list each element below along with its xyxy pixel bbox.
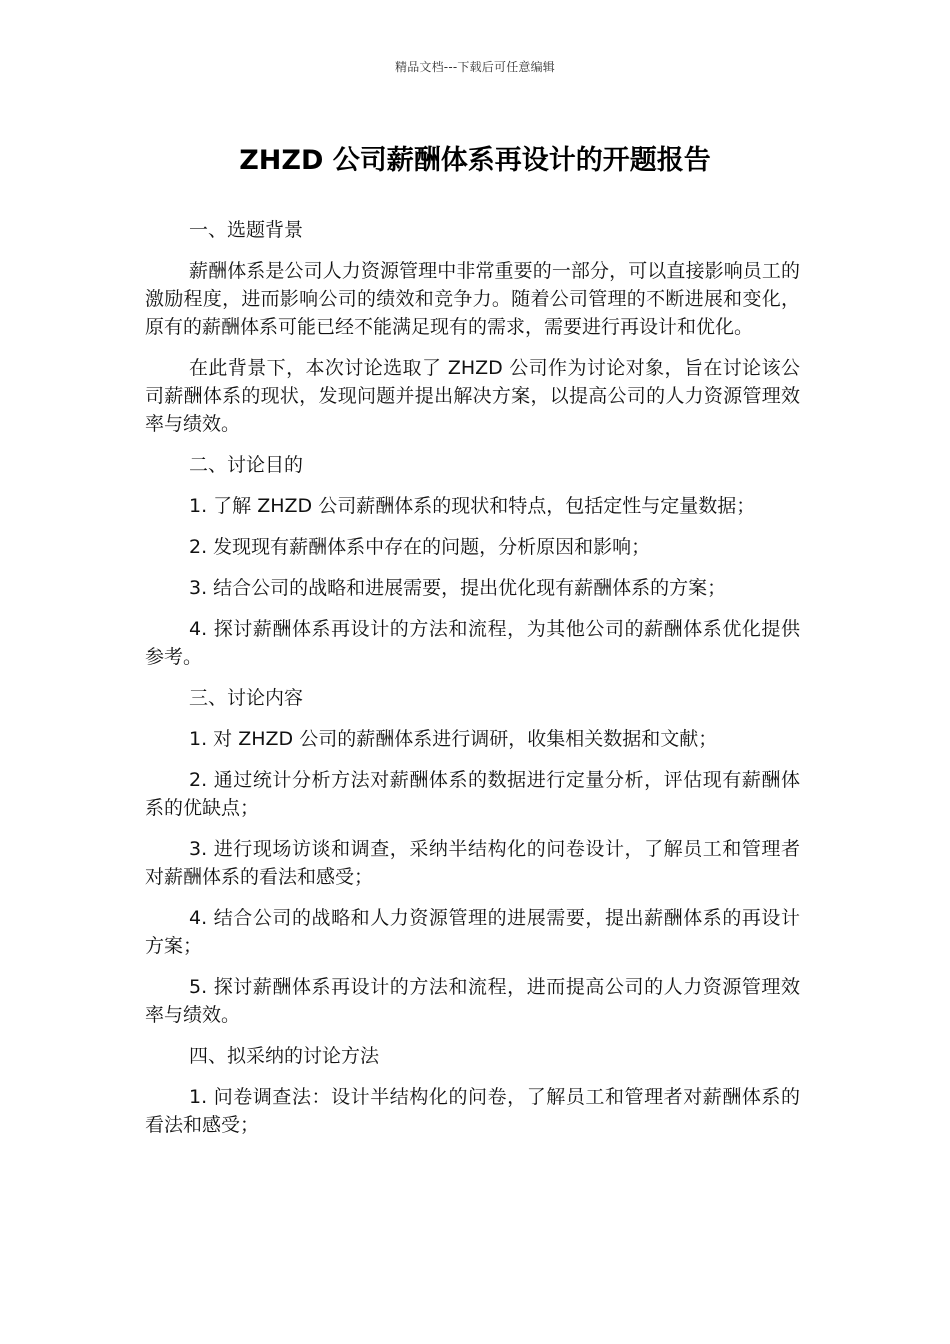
section-heading-content: 三、讨论内容	[189, 687, 304, 709]
background-paragraph: 薪酬体系是公司人力资源管理中非常重要的一部分，可以直接影响员工的激励程度，进而影响公司的绩效和竞争力。随着公司管理的不断进展和变化，原有的薪酬体系可能已经不能满足现有的需求，需要进行再设计和优化。	[145, 260, 800, 338]
objective-item: 2. 发现现有薪酬体系中存在的问题，分析原因和影响；	[189, 536, 651, 558]
objective-item: 4. 探讨薪酬体系再设计的方法和流程，为其他公司的薪酬体系优化提供参考。	[145, 618, 800, 668]
content-item: 1. 对 ZHZD 公司的薪酬体系进行调研，收集相关数据和文献；	[189, 728, 718, 750]
section-heading-methods: 四、拟采纳的讨论方法	[189, 1045, 380, 1067]
content-item: 5. 探讨薪酬体系再设计的方法和流程，进而提高公司的人力资源管理效率与绩效。	[145, 976, 800, 1026]
document-title: ZHZD 公司薪酬体系再设计的开题报告	[239, 145, 711, 176]
section-heading-background: 一、选题背景	[189, 219, 304, 241]
objective-item: 1. 了解 ZHZD 公司薪酬体系的现状和特点，包括定性与定量数据；	[189, 495, 756, 517]
content-item: 2. 通过统计分析方法对薪酬体系的数据进行定量分析，评估现有薪酬体系的优缺点；	[145, 769, 800, 819]
objective-item: 3. 结合公司的战略和进展需要，提出优化现有薪酬体系的方案；	[189, 577, 727, 599]
section-heading-objectives: 二、讨论目的	[189, 454, 304, 476]
document-body	[145, 216, 800, 1152]
background-paragraph: 在此背景下，本次讨论选取了 ZHZD 公司作为讨论对象，旨在讨论该公司薪酬体系的现状，发现问题并提出解决方案，以提高公司的人力资源管理效率与绩效。	[145, 357, 800, 435]
content-item: 4. 结合公司的战略和人力资源管理的进展需要，提出薪酬体系的再设计方案；	[145, 907, 800, 957]
method-item: 1. 问卷调查法：设计半结构化的问卷，了解员工和管理者对薪酬体系的看法和感受；	[145, 1086, 800, 1136]
header-note: 精品文档---下载后可任意编辑	[395, 60, 555, 74]
content-item: 3. 进行现场访谈和调查，采纳半结构化的问卷设计，了解员工和管理者对薪酬体系的看法和感受；	[145, 838, 800, 888]
